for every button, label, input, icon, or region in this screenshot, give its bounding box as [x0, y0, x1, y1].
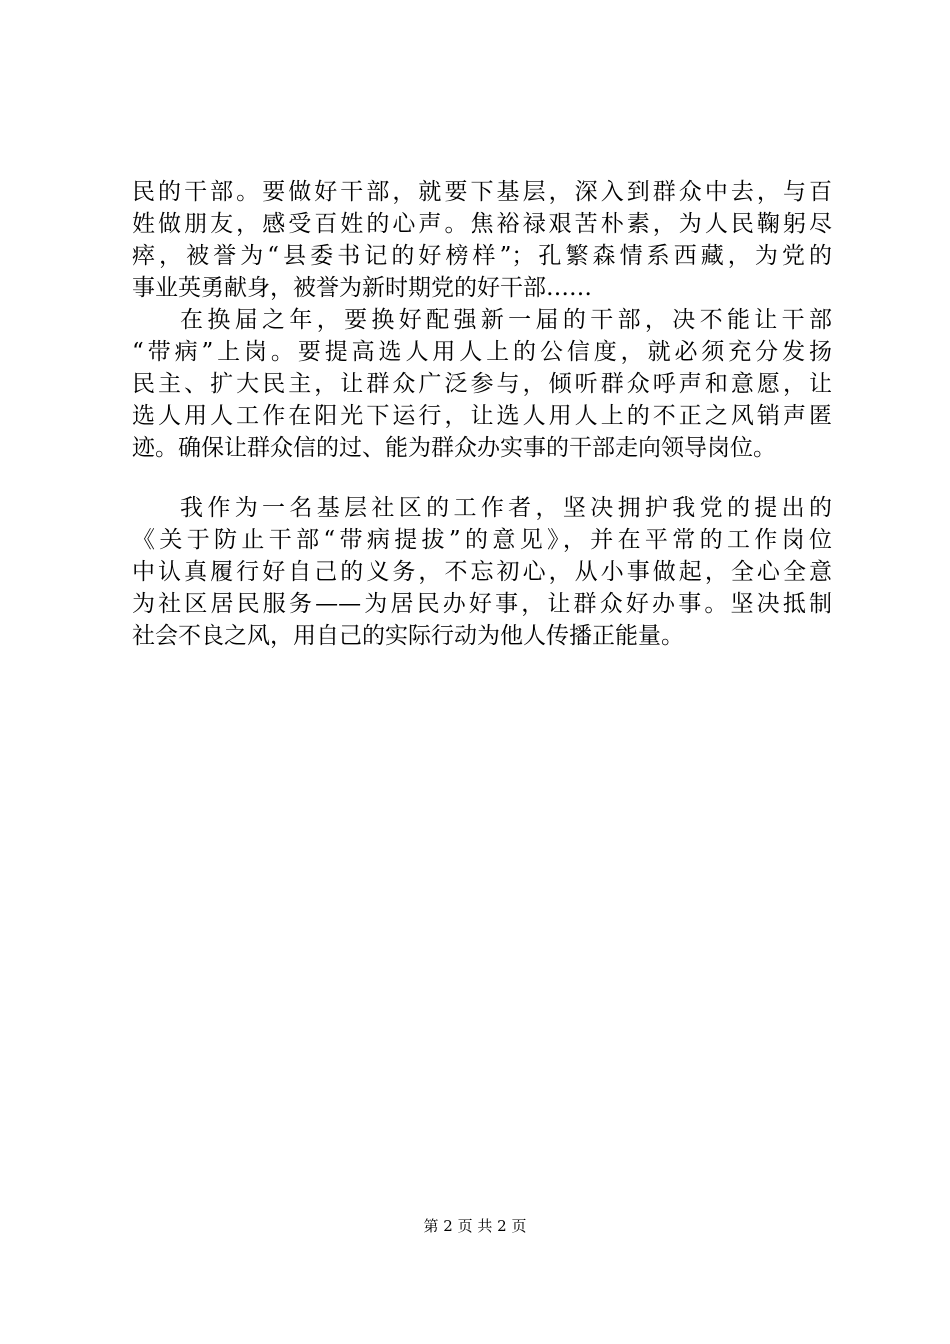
- paragraph-line: 中认真履行好自己的义务，不忘初心，从小事做起，全心全意: [132, 559, 832, 585]
- paragraph-2: [132, 304, 832, 464]
- paragraph-line: 姓做朋友，感受百姓的心声。焦裕禄艰苦朴素，为人民鞠躬尽: [132, 211, 832, 237]
- paragraph-line: 瘁，被誉为“县委书记的好榜样”；孔繁森情系西藏，为党的: [132, 243, 832, 269]
- paragraph-line: 民的干部。要做好干部，就要下基层，深入到群众中去，与百: [132, 179, 832, 205]
- paragraph-spacer: [132, 464, 832, 492]
- paragraph-1: [132, 176, 832, 304]
- paragraph-line: 迹。确保让群众信的过、能为群众办实事的干部走向领导岗位。: [132, 435, 776, 461]
- paragraph-line: 选人用人工作在阳光下运行，让选人用人上的不正之风销声匿: [132, 403, 832, 429]
- paragraph-3: [132, 492, 832, 652]
- paragraph-line: 事业英勇献身，被誉为新时期党的好干部……: [132, 275, 592, 301]
- paragraph-line: 为社区居民服务——为居民办好事，让群众好办事。坚决抵制: [132, 591, 832, 617]
- paragraph-line: 民主、扩大民主，让群众广泛参与，倾听群众呼声和意愿，让: [132, 371, 832, 397]
- paragraph-line: 社会不良之风，用自己的实际行动为他人传播正能量。: [132, 623, 684, 649]
- paragraph-line: “带病”上岗。要提高选人用人上的公信度，就必须充分发扬: [132, 339, 832, 365]
- paragraph-line: 《关于防止干部“带病提拔”的意见》，并在平常的工作岗位: [132, 527, 832, 553]
- paragraph-line: 我作为一名基层社区的工作者，坚决拥护我党的提出的: [180, 495, 832, 521]
- page-number-footer: 第 2 页 共 2 页: [423, 1217, 527, 1235]
- document-body: [132, 176, 832, 652]
- paragraph-line: 在换届之年，要换好配强新一届的干部，决不能让干部: [180, 307, 832, 333]
